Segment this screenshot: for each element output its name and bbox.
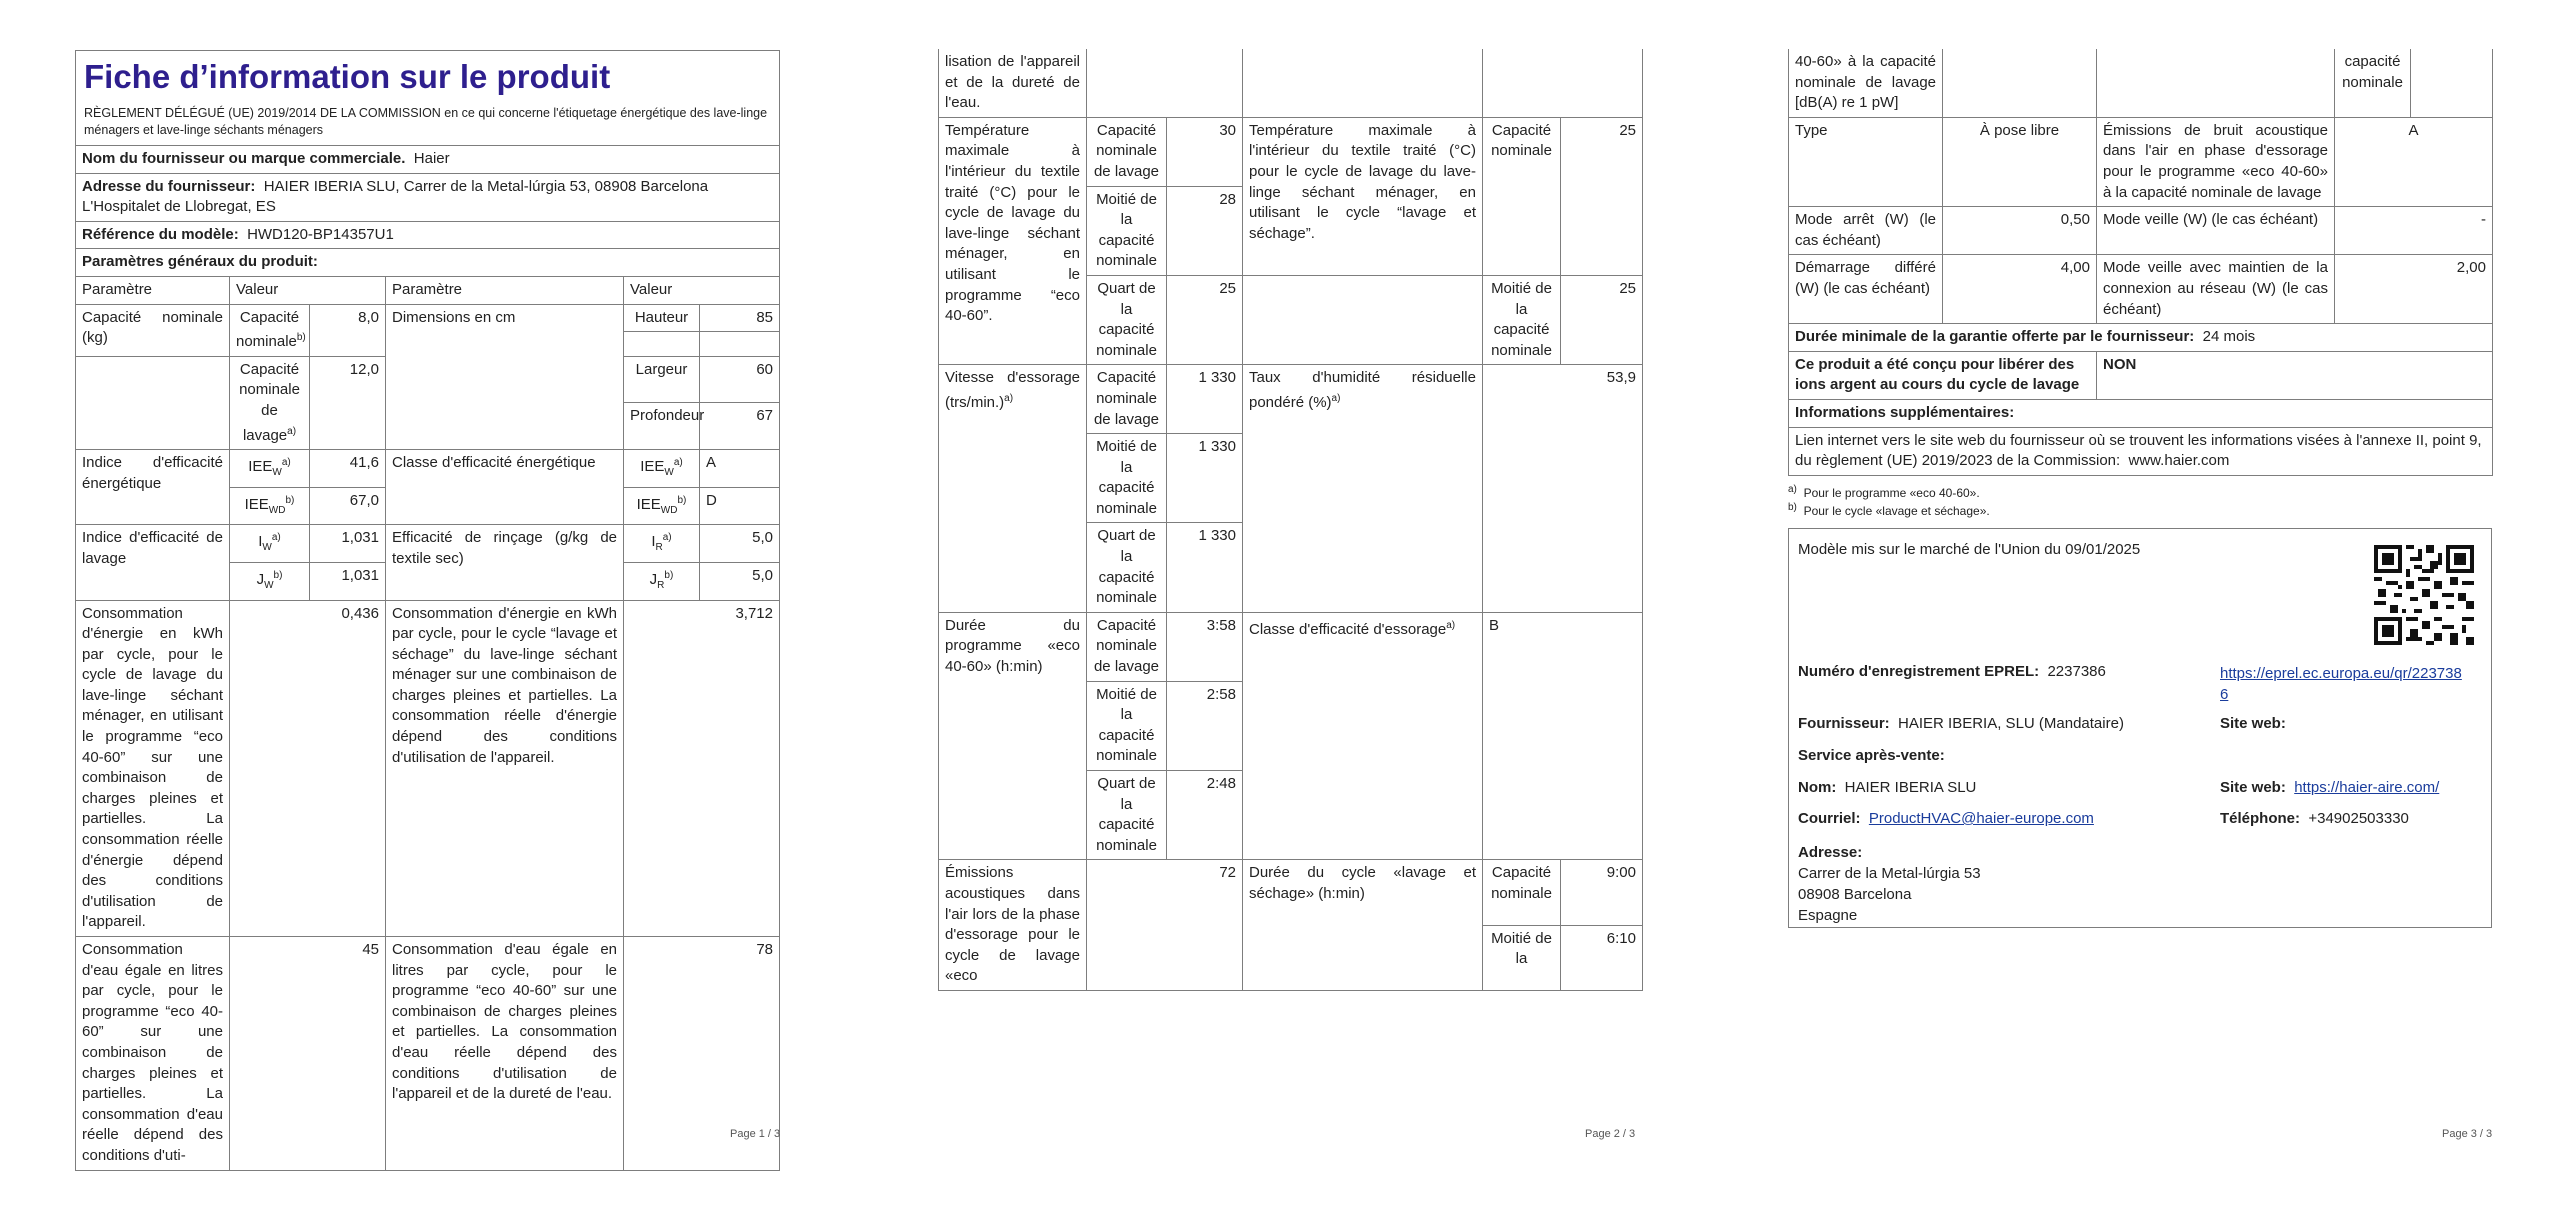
temp-dry-val-2: 25 [1561, 275, 1643, 364]
type-val: À pose libre [1943, 117, 2097, 206]
model-row: Référence du modèle: HWD120-BP14357U1 [76, 221, 780, 249]
cycle-duration-label: Durée du cycle «lavage et séchage» (h:min) [1243, 860, 1483, 991]
duration-sub-2: Moitié de la capacité nominale [1087, 681, 1167, 770]
page-3-frame [1788, 50, 2494, 518]
dimensions-label: Dimensions en cm [386, 304, 624, 450]
class-label: Classe d'efficacité énergétique [386, 450, 624, 525]
service-name: Nom: HAIER IBERIA SLU [1798, 779, 1977, 796]
silver-ions-label: Ce produit a été conçu pour libérer des ions argent au cours du cycle de lavage [1789, 351, 2097, 399]
spin-val-1: 1 330 [1167, 365, 1243, 434]
off-mode-val: 0,50 [1943, 207, 2097, 255]
duration-val-1: 3:58 [1167, 612, 1243, 681]
cycle-sub-2: Moitié de la [1483, 925, 1561, 990]
width-val: 60 [700, 356, 780, 403]
duration-sub-3: Quart de la capacité nominale [1087, 771, 1167, 860]
water-wash-label: Consommation d'eau égale en litres par cycle, pour le programme “eco 40-60” sur une combinaison de charges pleines et partielles. La consommation d'eau réelle dépend des conditions d'uti- [76, 937, 230, 1171]
height-val: 85 [700, 304, 780, 332]
jw: $J_W^{b)}$ [230, 562, 310, 600]
capacity-val-1: 8,0 [310, 304, 386, 356]
duration-val-2: 2:58 [1167, 681, 1243, 770]
temp-dry-label: Température maximale à l'intérieur du textile traité (°C) pour le cycle de lavage du lave-linge séchant ménager, en utilisant le cycle “lavage et séchage”. [1243, 117, 1483, 275]
silver-ions-val: NON [2097, 351, 2493, 399]
eprel-box [1788, 528, 2492, 928]
wash-index-label: Indice d'efficacité de lavage [76, 525, 230, 600]
iw-val: 1,031 [310, 525, 386, 563]
spin-label: Vitesse d'essorage $(trs/\min.)^{a)}$ [939, 365, 1087, 613]
eei-w-val: 41,6 [310, 450, 386, 488]
duration-sub-1: Capacité nominale de lavage [1087, 612, 1167, 681]
ir: $I_R^{a)}$ [624, 525, 700, 563]
iw: $I_W^{a)}$ [230, 525, 310, 563]
humidity-label: Taux d'humidité résiduelle pondéré (%)$^{a)}$ [1243, 365, 1483, 613]
cycle-sub-1: Capacité nominale [1483, 860, 1561, 925]
eei-wd-val: 67,0 [310, 487, 386, 525]
water-dry-val: 78 [624, 937, 780, 1171]
noise-val: 72 [1087, 860, 1243, 991]
ir-val: 5,0 [700, 525, 780, 563]
supplier-row: Nom du fournisseur ou marque commerciale. Haier [76, 146, 780, 174]
warranty-row: Durée minimale de la garantie offerte par le fournisseur: 24 mois [1789, 324, 2493, 352]
footnote-b: $^{b)}$ Pour le cycle «lavage et séchage». [1788, 501, 1990, 518]
page-number: Page 3 / 3 [2442, 1128, 2493, 1140]
jw-val: 1,031 [310, 562, 386, 600]
duration-val-3: 2:48 [1167, 771, 1243, 860]
temp-val-1: 30 [1167, 117, 1243, 186]
extra-info-text: Lien internet vers le site web du fournisseur où se trouvent les informations visées à l'annexe II, point 9, du règlement (UE) 2019/2023 de la Commission: www.haier.com [1789, 427, 2493, 475]
energy-wash-label: Consommation d'énergie en kWh par cycle, pour le cycle de lavage du lave-linge séchant ménager, en utilisant le programme “eco 40-60” sur une combinaison de charges pleines et partielles. La consommation réelle d'énergie dépend des conditions d'utilisation de l'appareil. [76, 600, 230, 937]
spin-class-label: Classe d'efficacité d'essorage$^{a)}$ [1243, 612, 1483, 860]
energy-dry-label: Consommation d'énergie en kWh par cycle, pour le cycle “lavage et séchage” du lave-linge séchant ménager sur une combinaison de charges pleines et partielles. La consommation réelle d'énergie dépend des conditions d'utilisation de l'appareil. [386, 600, 624, 937]
footnote-a: $^{a)}$ Pour le programme «eco 40-60». [1788, 483, 1980, 500]
depth-val: 67 [700, 403, 780, 450]
type-label: Type [1789, 117, 1943, 206]
energy-dry-val: 3,712 [624, 600, 780, 937]
cycle-val-1: 9:00 [1561, 860, 1643, 925]
service-phone: Téléphone: +34902503330 [2220, 810, 2409, 827]
after-sales-heading: Service après-vente: [1798, 747, 1945, 764]
water-wash-val: 45 [230, 937, 386, 1171]
network-standby-label: Mode veille avec maintien de la connexion au réseau (W) (le cas échéant) [2097, 255, 2335, 324]
capacity-val-2: 12,0 [310, 356, 386, 449]
noise-class-label: Émissions de bruit acoustique dans l'air en phase d'essorage pour le programme «eco 40-60» à la capacité nominale de lavage [2097, 117, 2335, 206]
eei-w: $IEE_W^{a)}$ [230, 450, 310, 488]
class-wd: $IEE_{WD}^{b)}$ [624, 487, 700, 525]
service-email: Courriel: ProductHVAC@haier-europe.com [1798, 810, 2094, 827]
water-dry-label: Consommation d'eau égale en litres par cycle, pour le programme “eco 40-60” sur une combinaison de charges pleines et partielles. La consommation d'eau réelle dépend des conditions d'utilisation de l'appareil et de la dureté de l'eau. [386, 937, 624, 1171]
rinse-label: Efficacité de rinçage (g/kg de textile sec) [386, 525, 624, 600]
regulation-text: RÈGLEMENT DÉLÉGUÉ (UE) 2019/2014 DE LA COMMISSION en ce qui concerne l'étiquetage énergétique des lave-linge ménagers et lave-linge séchants ménagers [84, 106, 768, 137]
supplier-info: Fournisseur: HAIER IBERIA, SLU (Mandataire) [1798, 715, 2124, 732]
temp-dry-val-1: 25 [1561, 117, 1643, 275]
delay-start-label: Démarrage différé (W) (le cas échéant) [1789, 255, 1943, 324]
page-title: Fiche d’information sur le produit [84, 58, 611, 95]
page-3 [1710, 0, 2560, 1207]
eei-wd: $IEE_{WD}^{b)}$ [230, 487, 310, 525]
continued-text: lisation de l'appareil et de la dureté de l'eau. [939, 49, 1087, 117]
spin-sub-2: Moitié de la capacité nominale [1087, 434, 1167, 523]
network-standby-val: 2,00 [2335, 255, 2493, 324]
continued-noise-label: 40-60» à la capacité nominale de lavage [dB(A) re 1 pW] [1789, 49, 1943, 117]
page-3-table [1788, 49, 2493, 476]
capacity-label: Capacité nominale (kg) [76, 304, 230, 356]
spin-val-3: 1 330 [1167, 523, 1243, 612]
duration-label: Durée du programme «eco 40-60» (h:min) [939, 612, 1087, 860]
temp-wash-label: Température maximale à l'intérieur du textile traité (°C) pour le cycle de lavage du lave-linge séchant ménager, en utilisant le programme “eco 40-60”. [939, 117, 1087, 365]
capacity-sub-2: Capacité nominale de lavage$^{a)}$ [230, 356, 310, 449]
eprel-link[interactable]: https://eprel.ec.europa.eu/qr/2237386 [2220, 665, 2462, 703]
depth-label: Profondeur [624, 403, 700, 450]
spin-sub-1: Capacité nominale de lavage [1087, 365, 1167, 434]
extra-info-heading: Informations supplémentaires: [1789, 399, 2493, 427]
address-row: Adresse du fournisseur: HAIER IBERIA SLU, Carrer de la Metal-lúrgia 53, 08908 Barcelona L'Hospitalet de Llobregat, ES [76, 173, 780, 221]
spin-val-2: 1 330 [1167, 434, 1243, 523]
page-1 [0, 0, 850, 1207]
spin-sub-3: Quart de la capacité nominale [1087, 523, 1167, 612]
jr-val: 5,0 [700, 562, 780, 600]
height-label: Hauteur [624, 304, 700, 332]
temp-sub-2: Moitié de la capacité nominale [1087, 186, 1167, 275]
noise-label: Émissions acoustiques dans l'air lors de la phase d'essorage pour le cycle de lavage «eco [939, 860, 1087, 991]
qr-code[interactable] [2374, 545, 2474, 645]
delay-start-val: 4,00 [1943, 255, 2097, 324]
page-2 [850, 0, 1710, 1207]
temp-sub-1: Capacité nominale de lavage [1087, 117, 1167, 186]
temp-sub-3: Quart de la capacité nominale [1087, 275, 1167, 364]
jr: $J_R^{b)}$ [624, 562, 700, 600]
page-2-frame [938, 50, 1644, 1124]
continued-capacity: capacité nominale [2335, 49, 2411, 117]
general-params-heading: Paramètres généraux du produit: [76, 249, 780, 277]
eprel-number: Numéro d'enregistrement EPREL: 2237386 [1798, 663, 2106, 680]
energy-wash-val: 0,436 [230, 600, 386, 937]
temp-dry-sub-2: Moitié de la capacité nominale [1483, 275, 1561, 364]
standby-val: - [2335, 207, 2493, 255]
capacity-sub-1: Capacité nominale$^{b)}$ [230, 304, 310, 356]
service-site: Site web: https://haier-aire.com/ [2220, 779, 2440, 796]
column-header-row: Paramètre Valeur Paramètre Valeur [76, 276, 780, 304]
spin-class-val: B [1483, 612, 1643, 860]
off-mode-label: Mode arrêt (W) (le cas échéant) [1789, 207, 1943, 255]
supplier-site-label: Site web: [2220, 715, 2286, 732]
noise-class-val: A [2335, 117, 2493, 206]
class-wd-val: D [700, 487, 780, 525]
page-number: Page 2 / 3 [1585, 1128, 1636, 1140]
temp-val-2: 28 [1167, 186, 1243, 275]
page-1-table [75, 50, 780, 1171]
humidity-val: 53,9 [1483, 365, 1643, 613]
page-2-table [938, 49, 1643, 991]
class-w: $IEE_W^{a)}$ [624, 450, 700, 488]
market-date: Modèle mis sur le marché de l'Union du 09/01/2025 [1798, 541, 2141, 558]
temp-val-3: 25 [1167, 275, 1243, 364]
service-address: Adresse: Carrer de la Metal-lúrgia 53 08908 Barcelona Espagne [1798, 844, 1981, 924]
service-site-link[interactable]: https://haier-aire.com/ [2294, 779, 2440, 796]
page-number: Page 1 / 3 [730, 1128, 781, 1140]
eei-label: Indice d'efficacité énergétique [76, 450, 230, 525]
class-w-val: A [700, 450, 780, 488]
cycle-val-2: 6:10 [1561, 925, 1643, 990]
standby-label: Mode veille (W) (le cas échéant) [2097, 207, 2335, 255]
email-link[interactable]: ProductHVAC@haier-europe.com [1868, 810, 2094, 827]
temp-dry-sub-1: Capacité nominale [1483, 117, 1561, 275]
width-label: Largeur [624, 356, 700, 403]
